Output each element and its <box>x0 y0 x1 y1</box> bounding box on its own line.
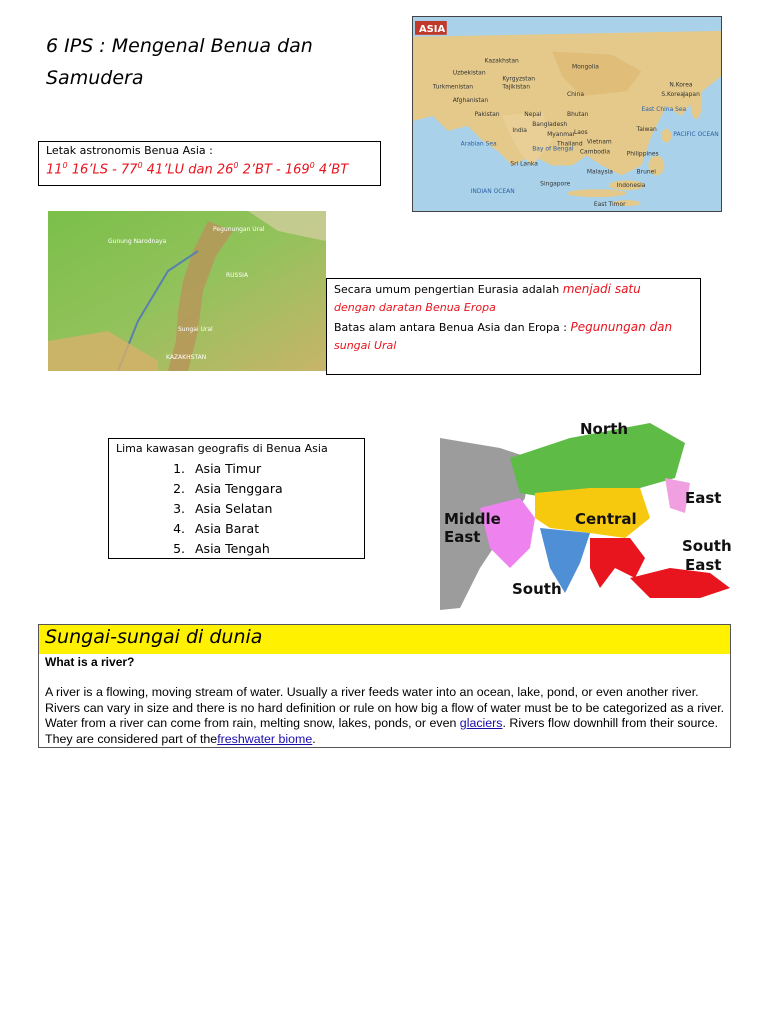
svg-text:Bay of Bengal: Bay of Bengal <box>532 145 574 153</box>
svg-text:PACIFIC OCEAN: PACIFIC OCEAN <box>673 130 719 138</box>
svg-text:Bhutan: Bhutan <box>567 110 589 118</box>
list-item: 5. Asia Tengah <box>173 541 270 556</box>
svg-text:Sungai Ural: Sungai Ural <box>178 326 213 333</box>
river-section-title: Sungai-sungai di dunia <box>39 625 730 654</box>
svg-text:S.Korea: S.Korea <box>661 91 684 99</box>
svg-text:Nepal: Nepal <box>524 110 542 118</box>
asia-regions-map <box>440 418 736 610</box>
svg-text:South: South <box>512 580 562 598</box>
svg-text:Malaysia: Malaysia <box>586 168 613 176</box>
svg-text:South: South <box>682 537 732 555</box>
svg-text:Turkmenistan: Turkmenistan <box>432 83 473 91</box>
svg-text:Pakistan: Pakistan <box>474 110 500 118</box>
svg-text:Pegunungan Ural: Pegunungan Ural <box>213 226 265 233</box>
svg-text:N.Korea: N.Korea <box>669 81 693 89</box>
page-title <box>46 30 366 94</box>
svg-text:China: China <box>567 91 585 99</box>
svg-text:Singapore: Singapore <box>540 180 571 188</box>
svg-text:East: East <box>685 556 722 574</box>
title-line-2: Samudera <box>46 67 144 89</box>
astronomic-location-value: $11^0$ 16’LS - $77^0$ 41’LU dan $26^0$ 2’BT - $169^0$ 4’BT <box>46 161 349 178</box>
glaciers-link[interactable]: glaciers <box>459 716 503 731</box>
river-paragraph: A river is a flowing, moving stream of water. Usually a river feeds water into an ocean, lake, pond, or even another river. Rivers can vary in size and there is no hard definition or rule on how big a flow of water must be to be categorized as a river. Water from a river can come from rain, melting snow, lakes, ponds, or even glaciers. Rivers flow downhill from their source. They are considered part of thefreshwater biome. <box>45 685 725 746</box>
svg-text:Laos: Laos <box>573 128 588 136</box>
astronomic-location-label: Letak astronomis Benua Asia : <box>46 144 213 157</box>
svg-text:ASIA: ASIA <box>418 23 446 35</box>
svg-text:RUSSIA: RUSSIA <box>226 272 249 279</box>
list-item: 1. Asia Timur <box>173 461 262 476</box>
svg-text:Tajikistan: Tajikistan <box>502 83 530 91</box>
svg-text:Afghanistan: Afghanistan <box>452 97 489 105</box>
astronomic-location-box <box>38 141 381 186</box>
eurasia-definition-box: Secara umum pengertian Eurasia adalah menjadi satu dengan daratan Benua Eropa Batas alam antara Benua Asia dan Eropa : Pegunungan dan sungai Ural <box>326 278 701 375</box>
svg-text:INDIAN OCEAN: INDIAN OCEAN <box>470 188 515 196</box>
svg-text:Arabian Sea: Arabian Sea <box>460 140 497 148</box>
svg-text:East: East <box>685 489 722 507</box>
svg-text:Gunung Narodnaya: Gunung Narodnaya <box>108 238 167 245</box>
svg-text:Japan: Japan <box>683 91 700 99</box>
list-item: 3. Asia Selatan <box>173 501 273 516</box>
svg-text:Bangladesh: Bangladesh <box>532 120 568 128</box>
svg-text:Middle: Middle <box>444 510 501 528</box>
river-section <box>38 624 731 748</box>
svg-text:East China Sea: East China Sea <box>641 106 687 114</box>
svg-text:Kyrgyzstan: Kyrgyzstan <box>502 75 536 83</box>
svg-text:Central: Central <box>575 510 637 528</box>
svg-text:India: India <box>512 126 527 134</box>
regions-heading: Lima kawasan geografis di Benua Asia <box>116 442 328 455</box>
river-question: What is a river? <box>45 655 135 669</box>
svg-text:East Timor: East Timor <box>593 201 626 209</box>
svg-text:Kazakhstan: Kazakhstan <box>484 57 519 65</box>
asia-political-map <box>412 16 722 212</box>
svg-text:Vietnam: Vietnam <box>586 138 612 146</box>
regions-list <box>159 459 283 559</box>
svg-text:Uzbekistan: Uzbekistan <box>452 69 486 77</box>
svg-text:North: North <box>580 420 629 438</box>
list-item: 4. Asia Barat <box>173 521 260 536</box>
svg-text:Myanmar: Myanmar <box>547 130 576 138</box>
title-line-1: 6 IPS : Mengenal Benua dan <box>46 35 313 57</box>
svg-text:Thailand: Thailand <box>557 140 583 148</box>
list-item: 2. Asia Tenggara <box>173 481 283 496</box>
freshwater-biome-link[interactable]: freshwater biome <box>217 731 313 746</box>
svg-text:Mongolia: Mongolia <box>571 63 599 71</box>
svg-text:Brunei: Brunei <box>636 168 656 176</box>
ural-relief-map <box>48 211 326 371</box>
svg-text:Indonesia: Indonesia <box>616 182 646 190</box>
svg-text:Cambodia: Cambodia <box>579 148 611 156</box>
svg-text:KAZAKHSTAN: KAZAKHSTAN <box>166 354 207 361</box>
svg-text:Sri Lanka: Sri Lanka <box>510 160 538 168</box>
svg-text:East: East <box>444 528 481 546</box>
svg-text:Philippines: Philippines <box>626 150 659 158</box>
svg-text:Taiwan: Taiwan <box>636 125 657 133</box>
geographic-regions-box <box>108 438 365 559</box>
